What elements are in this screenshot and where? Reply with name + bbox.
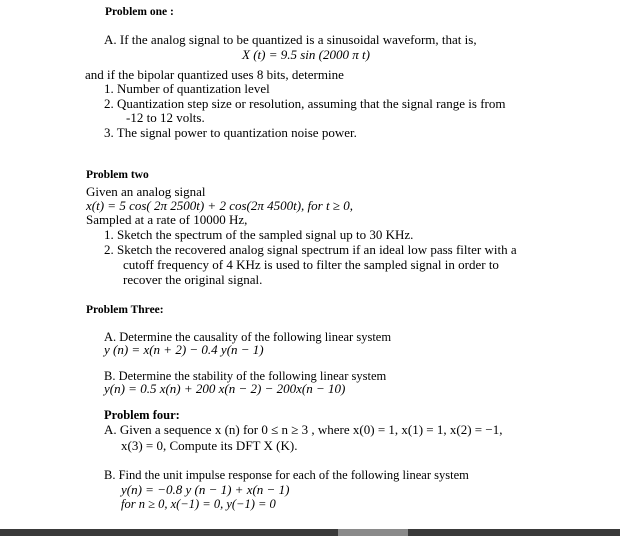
problem-two-item-2: 2. Sketch the recovered analog signal spectrum if an ideal low pass filter with a bbox=[104, 242, 517, 257]
problem-four-a-line-2: x(3) = 0, Compute its DFT X (K). bbox=[121, 438, 298, 453]
problem-one-item-2: 2. Quantization step size or resolution, assuming that the signal range is from bbox=[104, 96, 506, 111]
problem-three-b-equation: y(n) = 0.5 x(n) + 200 x(n − 2) − 200x(n − 10) bbox=[104, 381, 346, 396]
problem-four-b-text: B. Find the unit impulse response for each of the following linear system bbox=[104, 468, 469, 482]
problem-four-b-conditions: for n ≥ 0, x(−1) = 0, y(−1) = 0 bbox=[121, 497, 276, 511]
problem-two-rate: Sampled at a rate of 10000 Hz, bbox=[86, 212, 248, 227]
problem-one-item-1: 1. Number of quantization level bbox=[104, 81, 270, 96]
problem-one-equation: X (t) = 9.5 sin (2000 π t) bbox=[242, 47, 370, 62]
problem-two-item-2-cont-2: recover the original signal. bbox=[123, 272, 263, 287]
problem-one-intro: A. If the analog signal to be quantized is a sinusoidal waveform, that is, bbox=[104, 32, 477, 47]
problem-four-b-equation: y(n) = −0.8 y (n − 1) + x(n − 1) bbox=[121, 482, 290, 497]
problem-two-signal: x(t) = 5 cos( 2π 2500t) + 2 cos(2π 4500t), for t ≥ 0, bbox=[86, 198, 353, 213]
problem-two-item-1: 1. Sketch the spectrum of the sampled signal up to 30 KHz. bbox=[104, 227, 414, 242]
scrollbar-thumb[interactable] bbox=[338, 529, 408, 536]
problem-three-title: Problem Three: bbox=[86, 304, 164, 316]
problem-four-a-line-1: A. Given a sequence x (n) for 0 ≤ n ≥ 3 , where x(0) = 1, x(1) = 1, x(2) = −1, bbox=[104, 422, 503, 437]
problem-three-a-equation: y (n) = x(n + 2) − 0.4 y(n − 1) bbox=[104, 342, 264, 357]
problem-one-title: Problem one : bbox=[105, 6, 174, 18]
problem-one-item-2-cont: -12 to 12 volts. bbox=[126, 110, 205, 125]
problem-two-title: Problem two bbox=[86, 169, 149, 181]
problem-three-b-text: B. Determine the stability of the following linear system bbox=[104, 369, 387, 383]
horizontal-scrollbar[interactable] bbox=[0, 529, 620, 536]
problem-three-a-text: A. Determine the causality of the following linear system bbox=[104, 330, 392, 344]
problem-one-lead: and if the bipolar quantized uses 8 bits, determine bbox=[85, 67, 344, 82]
problem-one-item-3: 3. The signal power to quantization noise power. bbox=[104, 125, 357, 140]
problem-two-item-2-cont-1: cutoff frequency of 4 KHz is used to filter the sampled signal in order to bbox=[123, 257, 499, 272]
problem-four-title: Problem four: bbox=[104, 408, 180, 422]
problem-two-given: Given an analog signal bbox=[86, 184, 206, 199]
